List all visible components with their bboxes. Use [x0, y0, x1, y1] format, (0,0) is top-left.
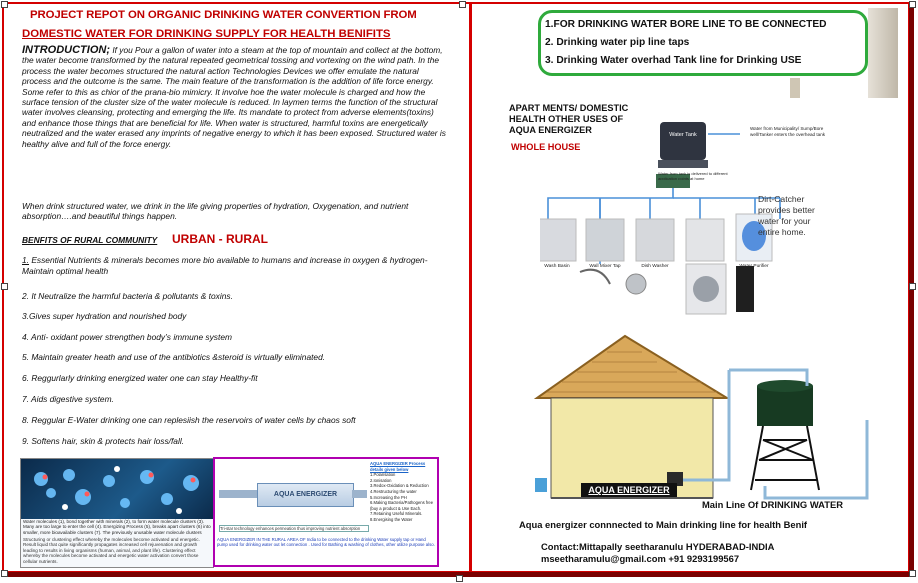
resize-handle[interactable] [1, 570, 8, 577]
introduction-body: If you Pour a gallon of water into a steam at the top of mountain and collect at the bottom, the water become transformed by the natural repeated geometrical tossing and vortexing on the wind path. In the process the water becomes structured the natural action Technologies Devices we offer emulate the natural process and the outcome is the same. The main feature of the transformation is the addition of life force energy. Some refer to this as chior of the prana-bio mimicry. It involve hoe the water molecule is charged and how the surface tension of the cluster size of the water molecule is reduced. In laymen terms the function of the structural water involves cleansing, protecting and emerging the life. Its mandate to protect from adverse elements(toxins) and enhance those things that are beneficial for life. When water is structured, harmful toxins are energetically neutralized and the water erased any imprints of negative energy to which it has been exposed. Structured water is healthy alive and full of the force energy. [22, 45, 446, 149]
pipe-photo-strip [868, 8, 898, 98]
process-step: 6.Making Bacteria/Pathogens free (buy a product & Use Each. [370, 500, 434, 511]
process-heading: AQUA ENERGIZER Process details given below [370, 461, 426, 472]
introduction-paragraph [22, 45, 447, 149]
connection-item: 1.FOR DRINKING WATER BORE LINE TO BE CONNECTED [545, 19, 827, 30]
pipe-photo-fragment [790, 78, 800, 98]
list-item: 8. Reggular E-Water drinking one can replesiish the reservoirs of water cells by chaos soft [22, 415, 356, 425]
benefits-heading: BENFITS OF RURAL COMMUNITY [22, 235, 158, 245]
process-step: 5.Increasing the PH [370, 494, 407, 500]
rural-connection-note: AQUA ENERGIZER IN THE RURAL AREA OF India to be connected to the drinking Water supply tap or Hand pump used for drinking water out let connection . Used for Bathing & washing of clothes, other utilize purpose also. [217, 537, 435, 548]
list-item: 1. Essential Nutrients & minerals becomes more bio available to humans and increase in oxygen & hydrogen-Maintain optimal health [22, 255, 428, 276]
molecule-caption-detail: Structuring or clustering effect whereby the molecules become activated and energetic. Result liquid that quite significantly propagates increased cell rejuvenation and growth leading to results in living organisms (human, animal, and plant life). Clustering effect whereby the molecules become activated and energetic water activation convert those cellular nutrients. [23, 537, 200, 564]
whole-house-label: WHOLE HOUSE [511, 142, 581, 152]
resize-handle[interactable] [909, 570, 916, 577]
distribution-note: Water from tank is delivered to different application points at home [658, 171, 728, 180]
connection-points-box [538, 10, 868, 76]
resize-handle[interactable] [456, 575, 463, 582]
list-item: 9. Softens hair, skin & protects hair loss/fall. [22, 436, 185, 446]
inlet-pipe [219, 490, 257, 498]
process-step: 7.Retaining Useful Minerals. [370, 511, 423, 517]
process-step: 3.Redox-Oxidation & Reduction [370, 483, 429, 489]
resize-handle[interactable] [459, 1, 466, 8]
main-line-label: Main Line Of DRINKING WATER [702, 499, 843, 510]
process-step: 2.Ionisation [370, 477, 392, 483]
energizer-device: AQUA ENERGIZER [257, 483, 354, 507]
outlet-pipe [352, 490, 367, 498]
connection-item: 2. Drinking water pip line taps [545, 37, 690, 48]
molecule-caption: Water molecules (1), bond together with minerals (2), to form water molecule clusters (3). Many are too large to enter the cell (4). Energizing Process (5), breaks apart clusters (6) into smaller, more bioavailable clusters (7). The previously unusable water molecule clusters [23, 519, 211, 535]
molecule-clusters-illustration [21, 459, 213, 519]
tri-star-note: Tri-star technology enhances permeation thus improving nutrient absorption [219, 525, 369, 532]
connection-item: 3. Drinking Water overhad Tank line for Drinking USE [545, 55, 802, 66]
appliance-label: Wash Basin [544, 264, 570, 269]
resize-handle[interactable] [909, 283, 916, 290]
apartments-heading: APART MENTS/ DOMESTIC HEALTH OTHER USES OF AQUA ENERGIZER [509, 103, 629, 135]
appliance-label: Dish Washer [641, 264, 669, 269]
resize-handle[interactable] [909, 1, 916, 8]
resize-handle[interactable] [1, 283, 8, 290]
list-item: 7. Aids digestive system. [22, 394, 114, 404]
contact-email-phone: mseetharamulu@gmail.com +91 9293199567 [541, 553, 740, 564]
tank-source-note: Water from Municipality/ Sump/Bore well/Tanker enters the overhead tank [750, 126, 826, 137]
dirt-catcher-text: Dirt-Catcher provides better water for your entire home. [758, 194, 815, 237]
house-connection-diagram [507, 330, 877, 510]
process-step: 8.Energising the Water [370, 516, 413, 522]
aqua-energizer-process-image [213, 457, 439, 567]
structured-water-paragraph: When drink structured water, we drink in the life giving properties of hydration, Oxygenation, and nutrient absorption….and beautiful things happen. [22, 201, 409, 222]
contact-info [541, 541, 774, 565]
report-title-line2: DOMESTIC WATER FOR DRINKING SUPPLY FOR HEALTH BENIFITS [22, 28, 391, 40]
appliance-label: Wall Mixer Tap [589, 264, 621, 269]
list-item: 4. Anti- oxidant power strengthen body’s immune system [22, 332, 232, 342]
appliance-label: Water Purifier [739, 264, 769, 269]
introduction-heading: INTRODUCTION; [22, 44, 110, 56]
list-item: 6. Reggurlarly drinking energized water one can stay Healthy-fit [22, 373, 258, 383]
list-item: 3.Gives super hydration and nourished body [22, 311, 187, 321]
report-title-line1: PROJECT REPOT ON ORGANIC DRINKING WATER CONVERTION FROM [30, 9, 417, 21]
contact-name: Contact:Mittapally seetharanulu HYDERABAD-INDIA [541, 541, 775, 552]
process-step: 1.Polarisation [370, 472, 396, 478]
connection-caption: Aqua energizer connnected to Main drinking line for health Benif [519, 519, 808, 530]
water-molecule-image [20, 458, 214, 568]
list-item: 2. It Neutralize the harmful bacteria & pollutants & toxins. [22, 291, 233, 301]
aqua-energizer-label: AQUA ENERGIZER [581, 483, 677, 497]
process-details [370, 461, 436, 523]
molecule-picture [21, 459, 213, 519]
process-step: 4.Restructuring the water [370, 488, 417, 494]
column-divider [469, 4, 472, 571]
tank-label: Water Tank [669, 132, 697, 138]
list-item: 5. Maintain greater heath and use of the antibiotics &steroid is virtually eliminated. [22, 352, 326, 362]
page-border-shadow-right [909, 8, 914, 576]
urban-rural-label: URBAN - RURAL [172, 232, 268, 246]
resize-handle[interactable] [1, 1, 8, 8]
